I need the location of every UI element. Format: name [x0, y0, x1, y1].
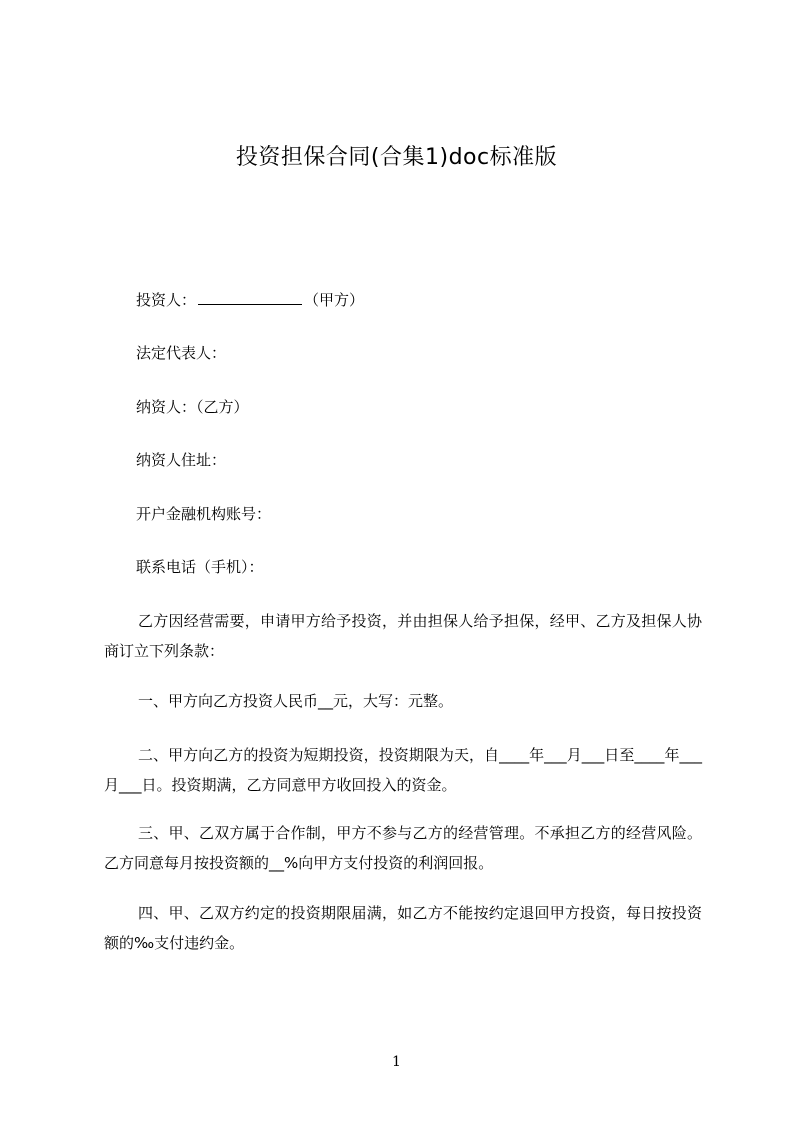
payer-address-field: 纳资人住址： [136, 451, 227, 469]
phone-field: 联系电话（手机）： [136, 558, 264, 576]
investor-blank-line [198, 290, 302, 305]
preamble-paragraph: 乙方因经营需要，申请甲方给予投资，并由担保人给予担保，经甲、乙方及担保人协商订立下列条款： [104, 612, 702, 660]
clause-2: 二、甲方向乙方的投资为短期投资，投资期限为天，自____年___月___日至____年___月___日。投资期满，乙方同意甲方收回投入的资金。 [104, 746, 702, 794]
investor-suffix: （甲方） [304, 291, 365, 309]
payer-field: 纳资人：（乙方） [136, 398, 249, 416]
clause-3: 三、甲、乙双方属于合作制，甲方不参与乙方的经营管理。不承担乙方的经营风险。乙方同意每月按投资额的__%向甲方支付投资的利润回报。 [104, 824, 702, 872]
page-number: 1 [392, 1054, 401, 1070]
investor-field [136, 286, 736, 314]
clause-1: 一、甲方向乙方投资人民币__元，大写：元整。 [138, 692, 454, 710]
clause-4: 四、甲、乙双方约定的投资期限届满，如乙方不能按约定退回甲方投资，每日按投资额的‰支付违约金。 [104, 904, 702, 952]
legal-representative-field: 法定代表人： [136, 344, 227, 362]
bank-account-field: 开户金融机构账号： [136, 505, 272, 523]
investor-label: 投资人： [136, 291, 197, 309]
document-title: 投资担保合同(合集1)doc标准版 [235, 145, 558, 170]
